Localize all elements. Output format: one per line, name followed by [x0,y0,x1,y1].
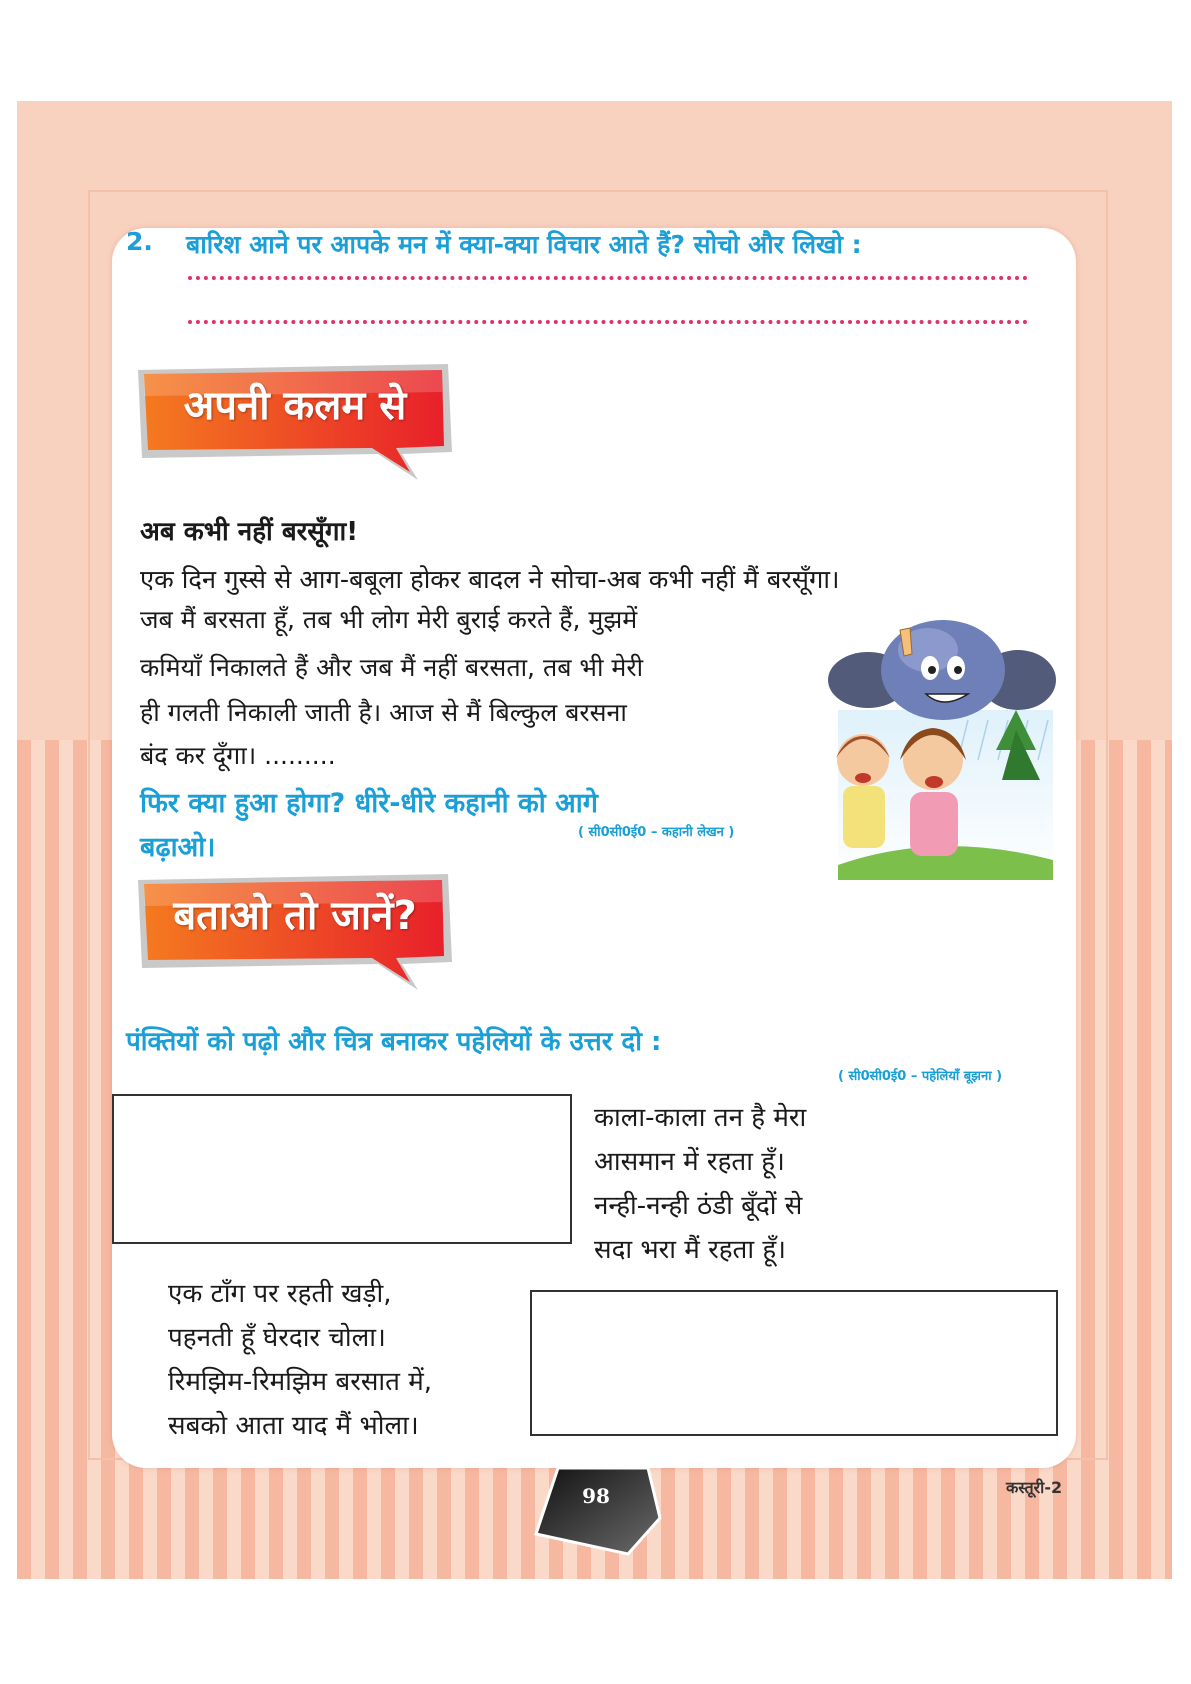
page-number: 98 [582,1484,610,1508]
book-label: कस्तूरी-2 [1006,1478,1063,1497]
page-number-badge [528,1466,664,1558]
riddle-2-drawing-box[interactable] [530,1290,1058,1436]
riddle-1-line-1: काला-काला तन है मेरा [594,1103,807,1133]
story-line-5: बंद कर दूँगा। ......... [140,741,336,770]
riddle-1-drawing-box[interactable] [112,1094,572,1244]
banner-title: अपनी कलम से [183,383,407,429]
banner-title: बताओ तो जानें? [173,893,417,939]
riddle-1-line-2: आसमान में रहता हूँ। [594,1147,785,1177]
answer-dotted-line-1[interactable] [188,276,1028,280]
pentagon-badge-icon [528,1466,664,1558]
banner-apni-kalam-se [132,362,452,458]
story-line-2: जब मैं बरसता हूँ, तब भी लोग मेरी बुराई करते हैं, मुझमें [140,605,638,634]
riddle-instruction: पंक्तियों को पढ़ो और चित्र बनाकर पहेलियों के उत्तर दो : [126,1027,662,1057]
cce-note-story: ( सी0सी0ई0 – कहानी लेखन ) [578,825,735,840]
story-prompt-line-1: फिर क्या हुआ होगा? धीरे-धीरे कहानी को आगे [140,788,598,819]
answer-dotted-line-2[interactable] [188,320,1028,324]
question-text: बारिश आने पर आपके मन में क्या-क्या विचार आते हैं? सोचो और लिखो : [186,230,862,259]
question-number: 2. [126,227,153,256]
riddle-2-line-4: सबको आता याद मैं भोला। [168,1411,419,1441]
cloud-children-illustration [818,610,1058,880]
rain-cloud-icon [818,610,1058,880]
riddle-2-line-3: रिमझिम-रिमझिम बरसात में, [168,1367,433,1397]
story-line-4: ही गलती निकाली जाती है। आज से मैं बिल्कुल बरसना [140,698,627,727]
riddle-2-line-1: एक टाँग पर रहती खड़ी, [168,1279,392,1309]
story-line-1: एक दिन गुस्से से आग-बबूला होकर बादल ने सोचा-अब कभी नहीं मैं बरसूँगा। [140,565,840,595]
story-line-3: कमियाँ निकालते हैं और जब मैं नहीं बरसता, तब भी मेरी [140,653,644,682]
story-title: अब कभी नहीं बरसूँगा! [140,517,359,547]
story-prompt-line-2: बढ़ाओ। [140,832,216,863]
banner-batao-to-jane [132,872,452,968]
riddle-2-line-2: पहनती हूँ घेरदार चोला। [168,1323,386,1353]
riddle-1-line-4: सदा भरा मैं रहता हूँ। [594,1235,787,1265]
cce-note-riddles: ( सी0सी0ई0 – पहेलियाँ बूझना ) [838,1069,1003,1084]
riddle-1-line-3: नन्ही-नन्ही ठंडी बूँदों से [594,1191,803,1221]
